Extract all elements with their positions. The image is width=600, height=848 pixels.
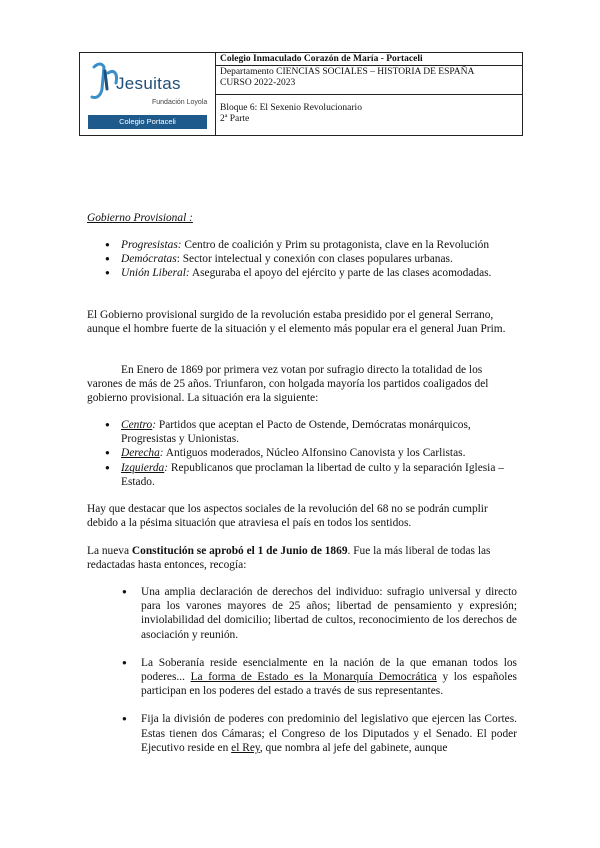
block-part: 2ª Parte [220, 114, 250, 124]
point-underlined: La forma de Estado es la Monarquía Democrática [190, 671, 437, 684]
list-item [87, 252, 517, 266]
party-name: Derecha [121, 447, 160, 460]
para4-post: . Fue la más liberal de todas las redactadas hasta entonces, recogía: [87, 545, 491, 572]
list-item [87, 712, 517, 755]
faction-name: Progresistas: [121, 239, 182, 251]
department-cell [216, 66, 522, 95]
point-underlined: el Rey [231, 741, 260, 754]
logo-name: Jesuitas [116, 74, 181, 93]
party-text: Republicanos que proclaman la libertad de culto y la separación Iglesia – Estado. [121, 461, 504, 488]
course-year: CURSO 2022-2023 [220, 78, 296, 88]
party-name: Centro [121, 419, 153, 431]
point-text: Una amplia declaración de derechos del individuo: sufragio universal y directo para los varones mayores de 25 años; libertad de pensamiento y expresión; inviolabilidad del domicilio; libertad de cultos, reconocimiento de los derechos de asociación y reunión. [141, 586, 517, 641]
faction-name: Demócratas [121, 253, 177, 266]
constitution-list [87, 585, 517, 769]
list-item [87, 266, 517, 280]
logo-band: Colegio Portaceli [88, 115, 207, 129]
para4-pre: La nueva [87, 545, 132, 557]
block-cell [216, 95, 522, 135]
header-info [216, 53, 522, 135]
header-table [79, 52, 523, 136]
point-text: La Soberanía reside esencialmente en la nación de la que emanan todos los poderes... [141, 656, 517, 684]
factions-list [87, 238, 517, 281]
department-name: Departamento CIENCIAS SOCIALES – HISTORIA DE ESPAÑA [220, 67, 475, 77]
constitution-date: Constitución se aprobó el 1 de Junio de 1869 [131, 545, 348, 557]
list-item [87, 446, 517, 460]
party-sep: : [152, 419, 157, 431]
block-title: Bloque 6: El Sexenio Revolucionario [220, 103, 362, 113]
party-text: Antiguos moderados, Núcleo Alfonsino Canovista y los Carlistas. [163, 447, 466, 460]
paragraph-3: Hay que destacar que los aspectos sociales de la revolución del 68 no se podrán cumplir debido a la pésima situación que atraviesa el país en todos los sentidos. [87, 503, 488, 530]
faction-text: : Sector intelectual y conexión con clases populares urbanas. [176, 253, 453, 266]
paragraph-2: En Enero de 1869 por primera vez votan por sufragio directo la totalidad de los varones de más de 25 años. Triunfaron, con holgada mayoría los partidos coaligados del gobierno provisional. La situación era la siguiente: [87, 364, 489, 405]
paragraph-1: El Gobierno provisional surgido de la revolución estaba presidido por el general Serrano, aunque el hombre fuerte de la situación y el elemento más popular era el general Juan Prim. [87, 309, 506, 336]
point-text: , que nombra al jefe del gabinete, aunque [259, 741, 448, 754]
parties-list [87, 418, 517, 489]
faction-text: Centro de coalición y Prim su protagonista, clave en la Revolución [181, 239, 490, 251]
party-name: Izquierda [121, 461, 165, 474]
faction-text: Aseguraba el apoyo del ejército y parte de las clases acomodadas. [189, 267, 492, 280]
list-item [87, 461, 517, 489]
list-item [87, 585, 517, 642]
party-sep: : [159, 447, 164, 460]
list-item [87, 238, 517, 252]
logo-subtitle: Fundación Loyola [152, 99, 208, 106]
list-item [87, 656, 517, 699]
list-item [87, 418, 517, 446]
section-title: Gobierno Provisional : [87, 212, 193, 224]
paragraph-4 [87, 544, 517, 572]
point-text: Fija la división de poderes con predominio del legislativo que ejercen las Cortes. Estas tienen dos Cámaras; el Congreso de los Diputados y el Senado. El poder Ejecutivo reside en [141, 713, 517, 754]
faction-name: Unión Liberal: [121, 267, 190, 280]
school-logo [80, 53, 216, 135]
point-text: y los españoles participan en los poderes del estado a través de sus representantes. [141, 671, 517, 698]
party-sep: : [164, 461, 169, 474]
school-name: Colegio Inmaculado Corazón de María - Portaceli [216, 53, 522, 66]
party-text: Partidos que aceptan el Pacto de Ostende, Demócratas monárquicos, Progresistas y Unionistas. [121, 419, 471, 446]
